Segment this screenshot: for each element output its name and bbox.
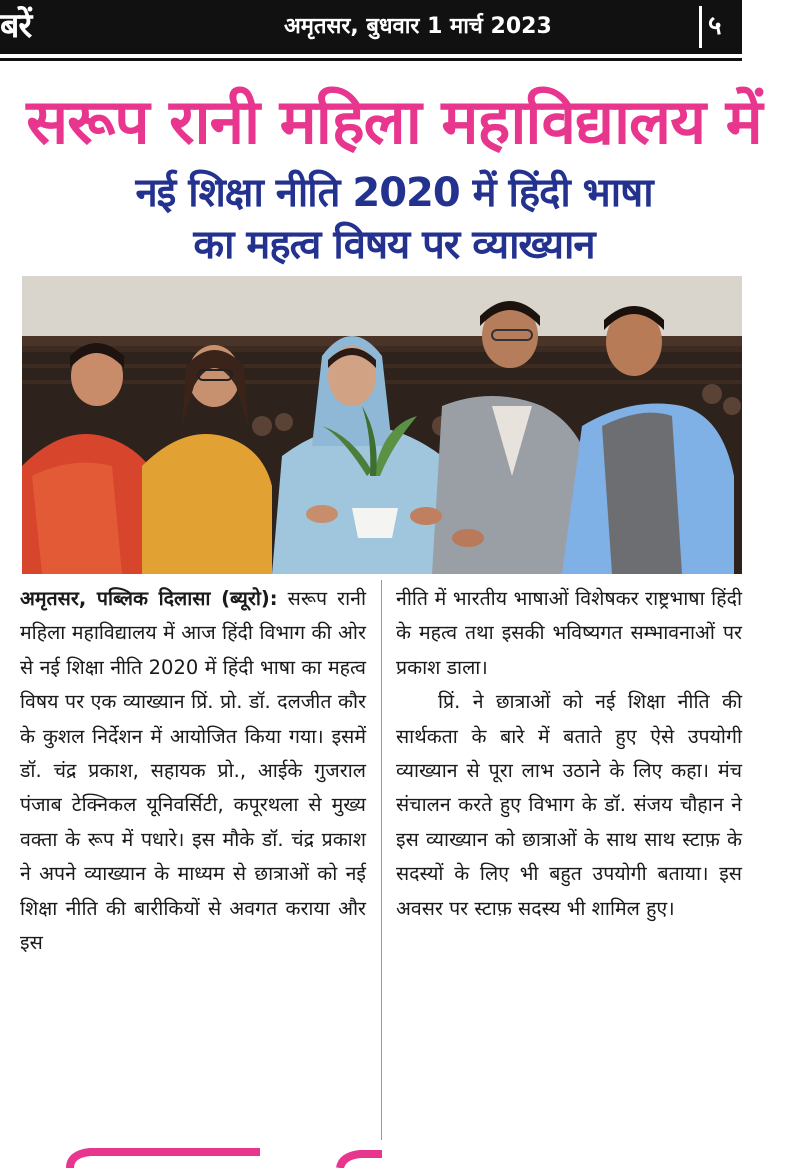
masthead-bar bbox=[0, 0, 742, 54]
headline-sub-line2: का महत्व विषय पर व्याख्यान bbox=[193, 222, 595, 268]
next-article-fragment bbox=[0, 1148, 788, 1168]
article-left-column bbox=[20, 582, 366, 960]
article-paragraph-1: नीति में भारतीय भाषाओं विशेषकर राष्ट्रभाषा हिंदी के महत्व तथा इसकी भविष्यगत सम्भावनाओं पर प्रकाश डाला। bbox=[396, 587, 742, 679]
article-body-left: सरूप रानी महिला महाविद्यालय में आज हिंदी विभाग की ओर से नई शिक्षा नीति 2020 में हिंदी भाषा का महत्व विषय पर एक व्याख्यान प्रिं. प्रो. डॉ. दलजीत कौर के कुशल निर्देशन में आयोजित किया गया। इसमें डॉ. चंद्र प्रकाश, सहायक प्रो., आईके गुजराल पंजाब टेक्निकल यूनिवर्सिटी, कपूरथला से मुख्य वक्ता के रूप में पधारे। इस मौके डॉ. चंद्र प्रकाश ने अपने व्याख्यान के माध्यम से छात्राओं को नई शिक्षा नीति की बारीकियों से अवगत कराया और इस bbox=[20, 587, 366, 955]
section-label: बरें bbox=[0, 6, 32, 46]
event-photo bbox=[22, 276, 742, 574]
masthead-rule bbox=[0, 58, 742, 61]
column-divider bbox=[381, 580, 382, 1140]
headline-main: सरूप रानी महिला महाविद्यालय में bbox=[26, 85, 762, 158]
masthead-divider bbox=[699, 6, 702, 48]
article-dateline: अमृतसर, पब्लिक दिलासा (ब्यूरो): bbox=[20, 587, 278, 610]
date-line: अमृतसर, बुधवार 1 मार्च 2023 bbox=[284, 14, 552, 39]
page-number: ५ bbox=[708, 11, 722, 41]
article-right-column bbox=[396, 582, 742, 926]
article-paragraph-2: प्रिं. ने छात्राओं को नई शिक्षा नीति की सार्थकता के बारे में बताते हुए ऐसे उपयोगी व्याख्यान से पूरा लाभ उठाने के लिए कहा। मंच संचालन करते हुए विभाग के डॉ. संजय चौहान ने इस व्याख्यान को छात्राओं के साथ साथ स्टाफ़ के सदस्यों के लिए भी बहुत उपयोगी बताया। इस अवसर पर स्टाफ़ सदस्य भी शामिल हुए। bbox=[396, 690, 742, 920]
event-photo-illustration bbox=[22, 276, 742, 574]
headline-sub-line1: नई शिक्षा नीति 2020 में हिंदी भाषा bbox=[135, 170, 653, 216]
